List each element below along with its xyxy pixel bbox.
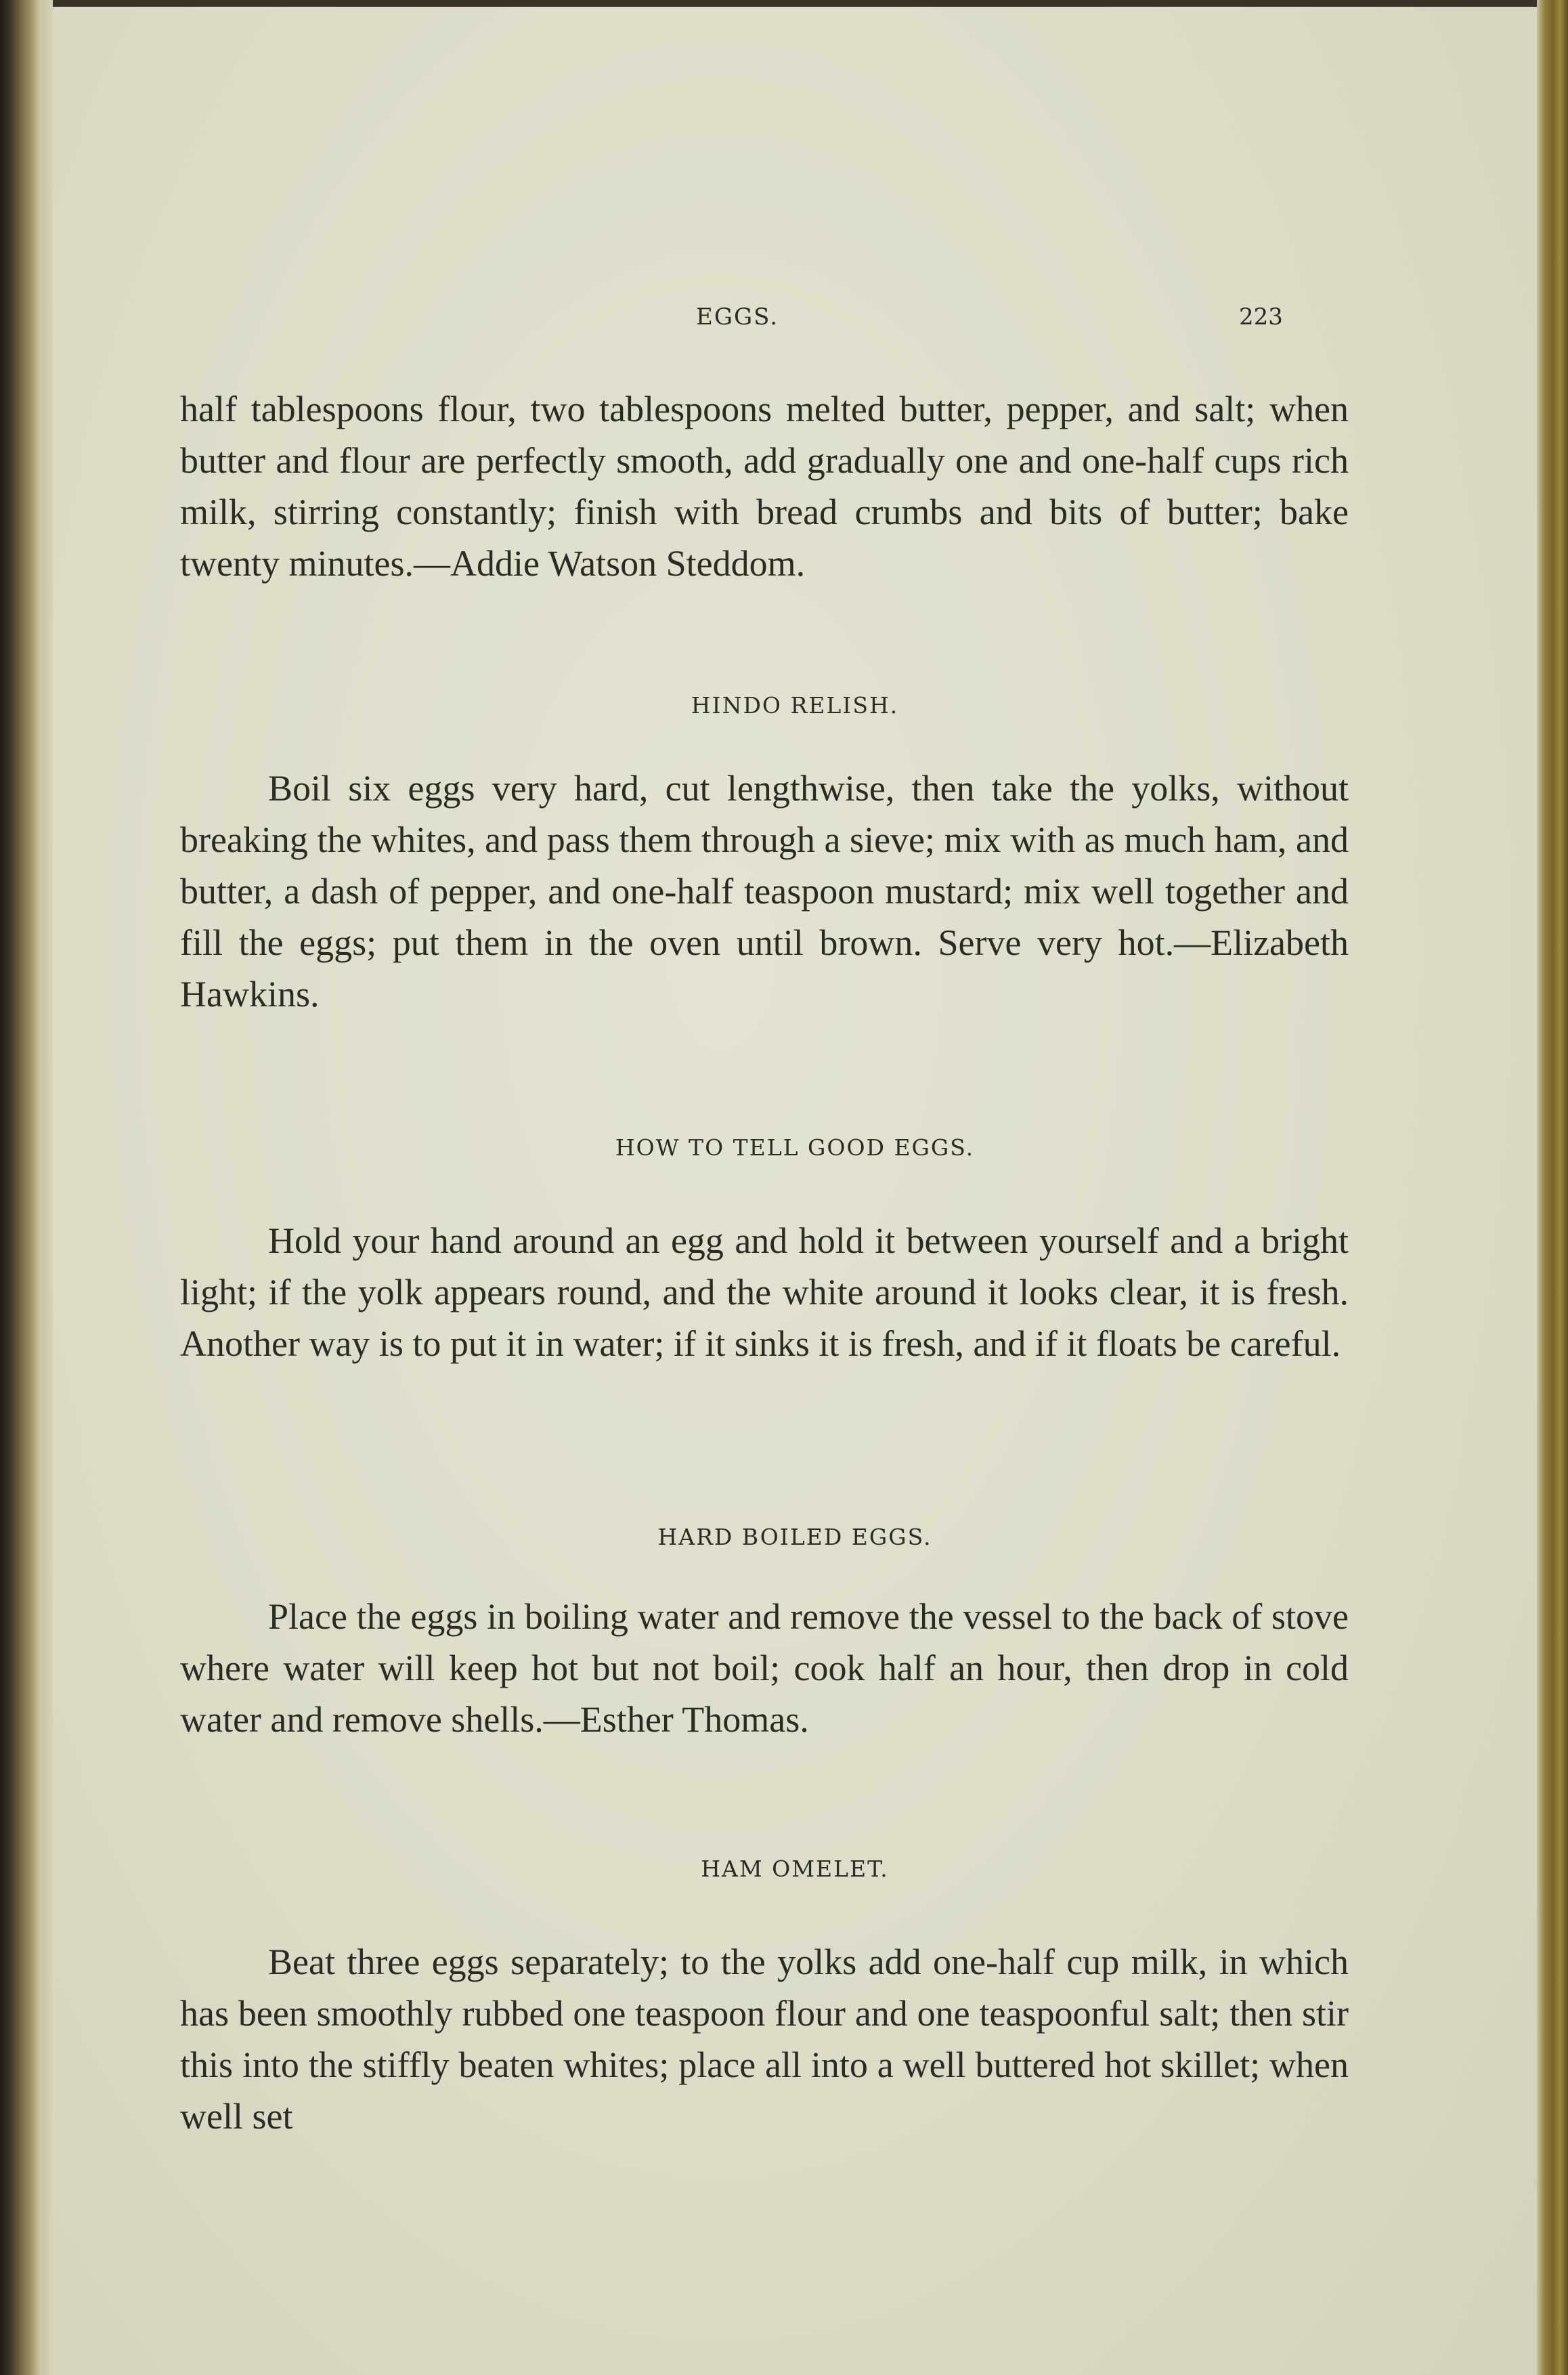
running-head: [53, 303, 1537, 344]
heading-hard-boiled-eggs: HARD BOILED EGGS.: [657, 1524, 932, 1550]
paragraph-how-to-tell-good-eggs: Hold your hand around an egg and hold it between yourself and a bright light; if the yolk appears round, and the white around it looks clear, it is fresh. Another way is to put it in water; if it sinks it is fresh, and if it floats be careful.: [180, 1220, 1349, 1364]
right-page-edge: [1537, 0, 1568, 2375]
paragraph-ham-omelet: Beat three eggs separately; to the yolks add one-half cup milk, in which has been smoothly rubbed one teaspoon flour and one teaspoonful salt; then stir this into the stiffly beaten whites; place all into a well buttered hot skillet; when well set: [180, 1942, 1349, 2137]
paragraph-hindo-relish: Boil six eggs very hard, cut lengthwise, then take the yolks, without breaking the whites, and pass them through a sieve; mix with as much ham, and butter, a dash of pepper, and one-half teaspoon mustard; mix well together and fill the eggs; put them in the oven until brown. Serve very hot.—Elizabeth Hawkins.: [180, 768, 1349, 1014]
page-number: 223: [1239, 303, 1283, 330]
book-page: [53, 7, 1537, 2375]
heading-hindo-relish: HINDO RELISH.: [691, 692, 899, 719]
running-head-title: EGGS.: [696, 303, 779, 330]
heading-how-to-tell-good-eggs: HOW TO TELL GOOD EGGS.: [615, 1134, 975, 1161]
paragraph-hard-boiled-eggs: Place the eggs in boiling water and remove the vessel to the back of stove where water will keep hot but not boil; cook half an hour, then drop in cold water and remove shells.—Esther Thomas.: [180, 1596, 1349, 1740]
left-binding-edge: [0, 0, 53, 2375]
heading-ham-omelet: HAM OMELET.: [701, 1856, 889, 1882]
paragraph-continued: half tablespoons flour, two tablespoons melted butter, pepper, and salt; when butter and flour are perfectly smooth, add gradually one and one-half cups rich milk, stirring constantly; finish with bread crumbs and bits of butter; bake twenty minutes.—Addie Watson Steddom.: [180, 389, 1349, 584]
